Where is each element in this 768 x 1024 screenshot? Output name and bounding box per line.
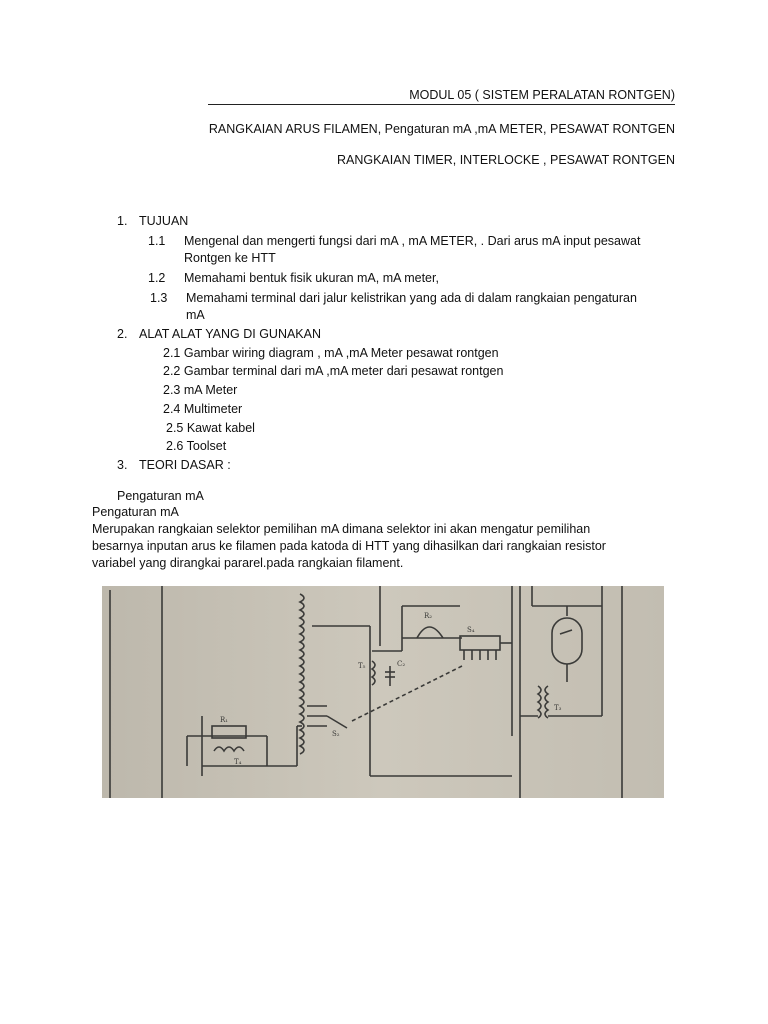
section-3-number: 3. — [117, 458, 128, 472]
item-1-1-text: Mengenal dan mengerti fungsi dari mA , mA METER, . Dari arus mA input pesawat — [184, 234, 641, 248]
paper-background — [102, 586, 664, 798]
paragraph-line-3: variabel yang dirangkai pararel.pada rangkaian filament. — [92, 556, 404, 570]
item-1-3-continuation: mA — [186, 308, 205, 322]
item-1-3-text: Memahami terminal dari jalur kelistrikan yang ada di dalam rangkaian pengaturan — [186, 291, 637, 305]
header-subtitle-1: RANGKAIAN ARUS FILAMEN, Pengaturan mA ,mA METER, PESAWAT RONTGEN — [208, 122, 675, 136]
paragraph-line-2: besarnya inputan arus ke filamen pada katoda di HTT yang dihasilkan dari rangkaian resistor — [92, 539, 606, 553]
list-item: 2.5 Kawat kabel — [166, 421, 255, 435]
item-1-3-number: 1.3 — [150, 291, 168, 305]
item-1-2-text: Memahami bentuk fisik ukuran mA, mA meter, — [184, 271, 439, 285]
circuit-diagram-photo — [102, 586, 664, 798]
list-item: 2.4 Multimeter — [163, 402, 243, 416]
item-1-1-continuation: Rontgen ke HTT — [184, 251, 276, 265]
list-item: 2.3 mA Meter — [163, 383, 238, 397]
list-item: 2.1 Gambar wiring diagram , mA ,mA Meter pesawat rontgen — [163, 346, 499, 360]
header-rule — [208, 104, 675, 105]
label-r1: R₁ — [220, 716, 229, 724]
label-r2: R₂ — [424, 612, 433, 620]
subheading: Pengaturan mA — [117, 489, 204, 503]
item-1-2-number: 1.2 — [148, 271, 166, 285]
label-c: C₂ — [397, 660, 406, 668]
item-1-1-number: 1.1 — [148, 234, 166, 248]
label-t3: T₃ — [554, 704, 562, 712]
circuit-diagram — [102, 586, 664, 798]
section-1-title: TUJUAN — [139, 214, 189, 228]
header-subtitle-2: RANGKAIAN TIMER, INTERLOCKE , PESAWAT RONTGEN — [336, 153, 675, 167]
paragraph-line-1: Merupakan rangkaian selektor pemilihan mA dimana selektor ini akan mengatur pemilihan — [92, 522, 591, 536]
list-item: 2.2 Gambar terminal dari mA ,mA meter dari pesawat rontgen — [163, 364, 504, 378]
module-title: MODUL 05 ( SISTEM PERALATAN RONTGEN) — [409, 88, 675, 102]
section-2-title: ALAT ALAT YANG DI GUNAKAN — [139, 327, 322, 341]
heading-2: Pengaturan mA — [92, 505, 179, 519]
label-t4: T₄ — [234, 758, 242, 766]
label-t5: T₅ — [358, 662, 366, 670]
section-1-number: 1. — [117, 214, 128, 228]
label-s4: S₄ — [467, 626, 475, 634]
label-s: S₂ — [332, 730, 340, 738]
section-2-number: 2. — [117, 327, 128, 341]
section-3-title: TEORI DASAR : — [139, 458, 231, 472]
list-item: 2.6 Toolset — [166, 439, 227, 453]
